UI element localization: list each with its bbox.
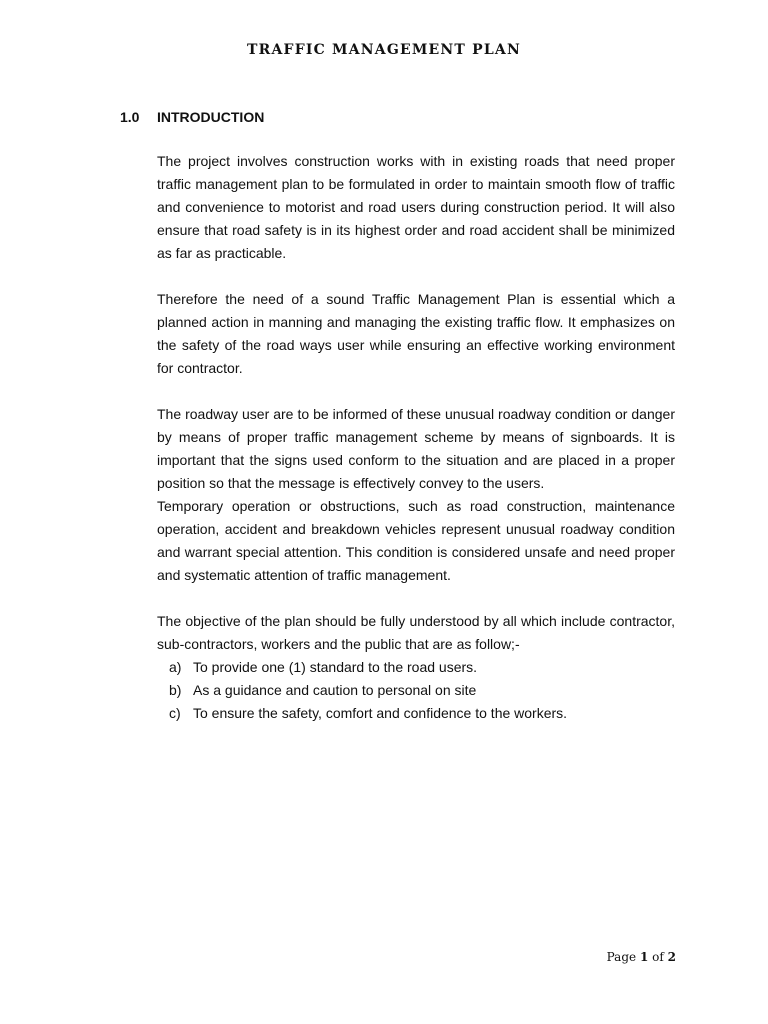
- list-item-text: To ensure the safety, comfort and confidence to the workers.: [193, 705, 568, 721]
- document-body: [157, 150, 675, 725]
- objectives-list: [157, 656, 675, 725]
- list-item-text: To provide one (1) standard to the road users.: [193, 659, 478, 675]
- paragraph-need-for-plan: Therefore the need of a sound Traffic Management Plan is essential which a planned action in manning and managing the existing traffic flow. It emphasizes on the safety of the road ways user while ensuring an effective working environment for contractor.: [157, 291, 675, 376]
- list-item: [157, 702, 675, 725]
- section-heading: [120, 109, 264, 125]
- list-item-marker: b): [169, 682, 182, 698]
- list-item-marker: a): [169, 659, 182, 675]
- page-label: Page: [606, 950, 637, 964]
- paragraph-project-overview: The project involves construction works with in existing roads that need proper traffic management plan to be formulated in order to maintain smooth flow of traffic and convenience to motorist and road users during construction period. It will also ensure that road safety is in its highest order and road accident shall be minimized as far as practicable.: [157, 153, 675, 261]
- document-title: TRAFFIC MANAGEMENT PLAN: [247, 42, 521, 58]
- list-item: [157, 679, 675, 702]
- list-item: [157, 656, 675, 679]
- paragraph-objective: The objective of the plan should be fully understood by all which include contractor, sub-contractors, workers and the public that are as follow;-: [157, 613, 675, 652]
- list-item-text: As a guidance and caution to personal on site: [193, 682, 477, 698]
- page-footer: [607, 950, 676, 964]
- total-pages-number: 2: [667, 950, 676, 964]
- current-page-number: 1: [639, 950, 649, 964]
- paragraph-roadway-users: The roadway user are to be informed of these unusual roadway condition or danger by means of proper traffic management scheme by means of signboards. It is important that the signs used conform to the situation and are placed in a proper position so that the message is effectively convey to the users.: [157, 406, 675, 491]
- paragraph-temporary-operations: Temporary operation or obstructions, such as road construction, maintenance operation, accident and breakdown vehicles represent unusual roadway condition and warrant special attention. This condition is considered unsafe and need proper and systematic attention of traffic management.: [157, 498, 675, 583]
- section-number: 1.0: [120, 109, 140, 125]
- list-item-marker: c): [169, 705, 181, 721]
- section-title: INTRODUCTION: [157, 109, 265, 125]
- of-label: of: [652, 950, 664, 964]
